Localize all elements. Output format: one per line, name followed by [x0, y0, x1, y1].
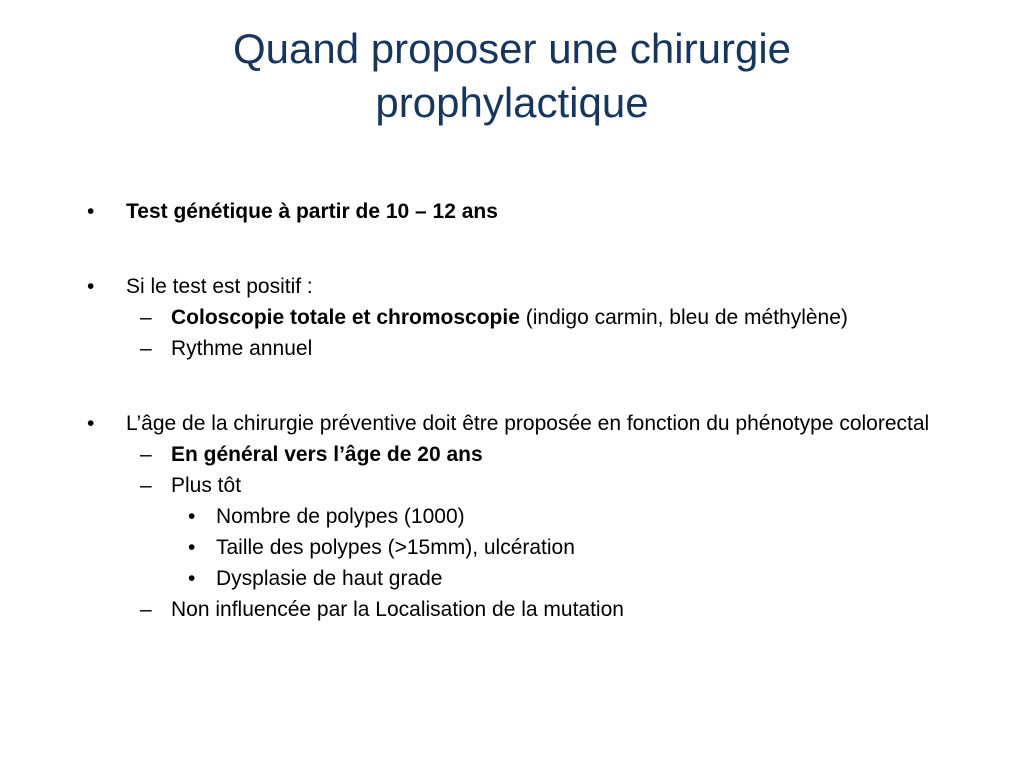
spacer [87, 227, 937, 271]
slide-title-line-1: Quand proposer une chirurgie [232, 25, 792, 72]
polyp-size-text: Taille des polypes (>15mm), ulcération [216, 536, 575, 559]
dash-marker: – [140, 337, 152, 360]
earlier-text: Plus tôt [171, 474, 242, 497]
slide-title [60, 22, 964, 130]
slide-title-line-2: prophylactique [375, 79, 649, 126]
subitem-earlier [87, 470, 937, 501]
surgery-age-text: L’âge de la chirurgie préventive doit être proposée en fonction du phénotype colorectal [126, 412, 930, 435]
subsubitem-polyp-count [87, 501, 937, 532]
usually-20-text: En général vers l’âge de 20 ans [171, 443, 483, 466]
colonoscopy-detail-text: (indigo carmin, bleu de méthylène) [519, 306, 848, 329]
bullet-genetic-test [87, 196, 937, 227]
bullet-marker: • [188, 567, 196, 590]
dash-marker: – [140, 443, 152, 466]
positive-test-text: Si le test est positif : [126, 275, 313, 298]
subsubitem-polyp-size [87, 532, 937, 563]
subitem-annual-rhythm [87, 333, 937, 364]
bullet-marker: • [188, 505, 196, 528]
subitem-colonoscopy [87, 302, 937, 333]
dash-marker: – [140, 474, 152, 497]
spacer [87, 364, 937, 408]
slide-body [87, 196, 937, 625]
bullet-marker: • [87, 275, 95, 298]
mutation-location-text: Non influencée par la Localisation de la mutation [171, 598, 624, 621]
dysplasia-text: Dysplasie de haut grade [216, 567, 443, 590]
colonoscopy-bold-text: Coloscopie totale et chromoscopie [171, 306, 520, 329]
bullet-positive-test [87, 271, 937, 302]
polyp-count-text: Nombre de polypes (1000) [216, 505, 465, 528]
genetic-test-text: Test génétique à partir de 10 – 12 ans [126, 200, 498, 223]
subitem-usually-20 [87, 439, 937, 470]
bullet-marker: • [87, 412, 95, 435]
annual-rhythm-text: Rythme annuel [171, 337, 313, 360]
bullet-marker: • [87, 200, 95, 223]
dash-marker: – [140, 598, 152, 621]
subsubitem-dysplasia [87, 563, 937, 594]
subitem-mutation-location [87, 594, 937, 625]
bullet-marker: • [188, 536, 196, 559]
bullet-surgery-age [87, 408, 937, 439]
dash-marker: – [140, 306, 152, 329]
